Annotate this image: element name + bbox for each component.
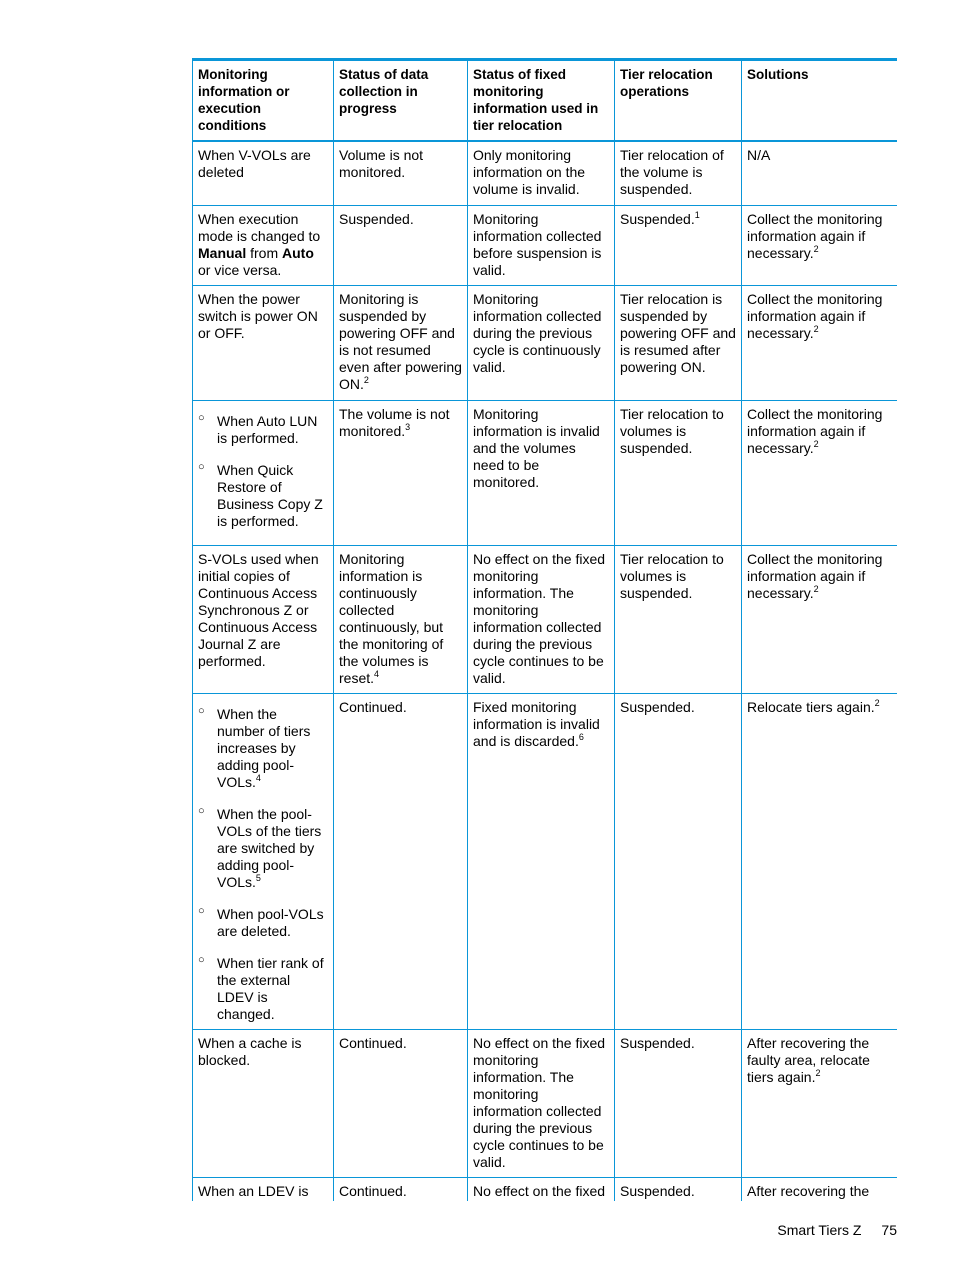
cell-relocation: Tier relocation to volumes is suspended. <box>615 400 742 545</box>
cell-collection <box>334 285 468 400</box>
list-item-text: When pool-VOLs are deleted. <box>217 905 324 939</box>
cell-relocation <box>615 205 742 285</box>
cell-fixed: Monitoring information collected during the previous cycle is continuously valid. <box>468 285 615 400</box>
table-row <box>193 1177 898 1201</box>
footnote-ref: 2 <box>813 243 819 254</box>
mode-auto: Auto <box>282 244 314 261</box>
cell-fixed: No effect on the fixed monitoring information. The monitoring information collected during the previous cycle continues to be valid. <box>468 545 615 693</box>
footnote-ref: 2 <box>874 697 880 708</box>
cell-solution <box>742 545 898 693</box>
cell-fixed: Monitoring information is invalid and the volumes need to be monitored. <box>468 400 615 545</box>
cell-condition: When a cache is blocked. <box>193 1029 334 1177</box>
cell-solution <box>742 205 898 285</box>
condition-bullet-list <box>198 706 328 1023</box>
cell-text: Collect the monitoring information again if necessary. <box>747 210 883 261</box>
cell-fixed <box>468 693 615 1029</box>
cell-collection: Volume is not monitored. <box>334 141 468 205</box>
cell-text: After recovering the faulty area, relocate tiers again. <box>747 1034 870 1085</box>
text-part: from <box>246 244 283 261</box>
cell-relocation: Tier relocation of the volume is suspended. <box>615 141 742 205</box>
cell-fixed: No effect on the fixed monitoring information. The monitoring information collected during the previous cycle continues to be valid. <box>468 1029 615 1177</box>
bullet-icon: ○ <box>198 953 205 966</box>
cell-solution <box>742 400 898 545</box>
header-fixed-info-status: Status of fixed monitoring information used in tier relocation <box>468 61 615 141</box>
list-item-text: When Quick Restore of Business Copy Z is performed. <box>217 461 323 529</box>
table-row <box>193 400 898 545</box>
conditions-table <box>192 61 897 1201</box>
cell-condition: When the power switch is power ON or OFF. <box>193 285 334 400</box>
text-part: When execution mode is changed to <box>198 210 321 244</box>
bullet-icon: ○ <box>198 411 205 424</box>
list-item <box>198 806 328 891</box>
cell-solution <box>742 285 898 400</box>
table-row <box>193 1029 898 1177</box>
cell-relocation: Tier relocation to volumes is suspended. <box>615 545 742 693</box>
cell-condition: When an LDEV is <box>193 1177 334 1201</box>
table-header-row <box>193 61 898 141</box>
footnote-ref: 1 <box>694 209 700 220</box>
list-item <box>198 413 328 447</box>
cell-fixed: Only monitoring information on the volume is invalid. <box>468 141 615 205</box>
cell-condition <box>193 693 334 1029</box>
cell-collection: Continued. <box>334 693 468 1029</box>
mode-manual: Manual <box>198 244 247 261</box>
cell-text: Monitoring is suspended by powering OFF and is not resumed even after powering ON. <box>339 290 462 392</box>
cell-relocation: Suspended. <box>615 693 742 1029</box>
list-item-text: When tier rank of the external LDEV is changed. <box>217 954 324 1022</box>
cell-relocation: Suspended. <box>615 1177 742 1201</box>
cell-text: The volume is not monitored. <box>339 405 450 439</box>
footer-section-title: Smart Tiers Z <box>777 1222 862 1238</box>
page-footer <box>777 1222 897 1238</box>
cell-collection: Continued. <box>334 1029 468 1177</box>
cell-relocation: Tier relocation is suspended by powering OFF and is resumed after powering ON. <box>615 285 742 400</box>
footnote-ref: 4 <box>255 772 261 783</box>
cell-fixed: Monitoring information collected before suspension is valid. <box>468 205 615 285</box>
cell-text: Monitoring information is continuously collected continuously, but the monitoring of the volumes is reset. <box>339 550 444 686</box>
footnote-ref: 5 <box>255 872 261 883</box>
cell-text: Relocate tiers again. <box>747 698 875 715</box>
cell-solution <box>742 1177 898 1201</box>
table-row <box>193 141 898 205</box>
list-item <box>198 906 328 940</box>
cell-collection: Suspended. <box>334 205 468 285</box>
table-row <box>193 545 898 693</box>
footnote-ref: 2 <box>813 323 819 334</box>
cell-relocation: Suspended. <box>615 1029 742 1177</box>
footnote-ref: 2 <box>815 1067 821 1078</box>
cell-solution <box>742 693 898 1029</box>
cell-condition <box>193 205 334 285</box>
bullet-icon: ○ <box>198 460 205 473</box>
condition-bullet-list <box>198 413 328 530</box>
cell-text: Collect the monitoring information again if necessary. <box>747 290 883 341</box>
bullet-icon: ○ <box>198 804 205 817</box>
footnote-ref: 3 <box>405 421 411 432</box>
cell-text: Collect the monitoring information again if necessary. <box>747 405 883 456</box>
footnote-ref: 2 <box>813 583 819 594</box>
cell-text: Fixed monitoring information is invalid and is discarded. <box>473 698 600 749</box>
cell-text: Collect the monitoring information again if necessary. <box>747 550 883 601</box>
bullet-icon: ○ <box>198 904 205 917</box>
table-row <box>193 693 898 1029</box>
header-collection-status: Status of data collection in progress <box>334 61 468 141</box>
list-item-text: When the number of tiers increases by adding pool-VOLs. <box>217 705 311 790</box>
header-solutions: Solutions <box>742 61 898 141</box>
header-condition: Monitoring information or execution conditions <box>193 61 334 141</box>
table-row <box>193 205 898 285</box>
conditions-table-container <box>192 58 897 1201</box>
bullet-icon: ○ <box>198 704 205 717</box>
cell-condition <box>193 400 334 545</box>
cell-fixed: No effect on the fixed <box>468 1177 615 1201</box>
cell-collection <box>334 545 468 693</box>
cell-solution: N/A <box>742 141 898 205</box>
cell-condition: When V-VOLs are deleted <box>193 141 334 205</box>
cell-solution <box>742 1029 898 1177</box>
list-item <box>198 955 328 1023</box>
header-relocation-operations: Tier relocation operations <box>615 61 742 141</box>
cell-condition: S-VOLs used when initial copies of Continuous Access Synchronous Z or Continuous Access Journal Z are performed. <box>193 545 334 693</box>
page-number: 75 <box>881 1222 897 1238</box>
list-item-text: When the pool-VOLs of the tiers are switched by adding pool-VOLs. <box>217 805 322 890</box>
cell-text: Suspended. <box>620 210 695 227</box>
table-row <box>193 285 898 400</box>
footnote-ref: 2 <box>363 374 369 385</box>
cell-collection: Continued. <box>334 1177 468 1201</box>
cell-collection <box>334 400 468 545</box>
text-part: or vice versa. <box>198 261 282 278</box>
footnote-ref: 4 <box>374 668 380 679</box>
footnote-ref: 2 <box>813 438 819 449</box>
cell-text: After recovering the <box>747 1182 870 1199</box>
list-item <box>198 462 328 530</box>
list-item <box>198 706 328 791</box>
list-item-text: When Auto LUN is performed. <box>217 412 318 446</box>
footnote-ref: 6 <box>578 731 584 742</box>
